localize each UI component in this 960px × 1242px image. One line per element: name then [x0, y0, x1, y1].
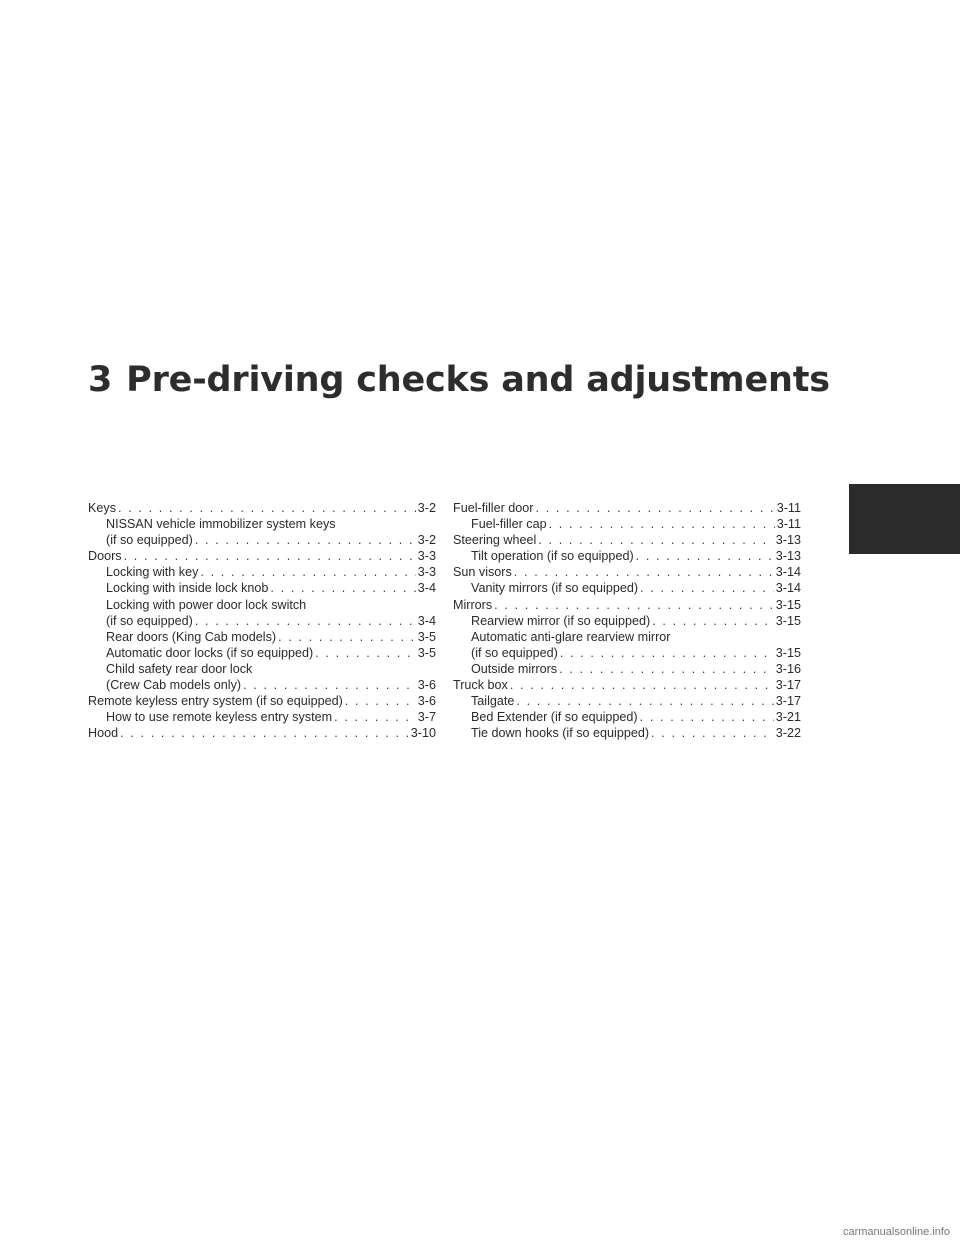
toc-dot-leader [345, 693, 416, 709]
toc-entry-label: Locking with key [106, 565, 199, 580]
toc-dot-leader [278, 629, 416, 645]
toc-entry-page: 3-17 [775, 694, 801, 709]
toc-dot-leader [195, 613, 416, 629]
toc-entry[interactable] [88, 597, 436, 629]
toc-dot-leader [494, 597, 774, 613]
toc-entry[interactable] [453, 725, 801, 741]
toc-dot-leader [549, 516, 775, 532]
toc-dot-leader [652, 613, 774, 629]
toc-dot-leader [270, 580, 415, 596]
toc-entry-page: 3-15 [775, 597, 801, 612]
toc-entry-label: Automatic door locks (if so equipped) [106, 645, 314, 660]
toc-entry[interactable] [453, 500, 801, 516]
toc-dot-leader [560, 645, 774, 661]
toc-dot-leader [640, 709, 774, 725]
toc-entry-label: (if so equipped) [106, 613, 193, 628]
toc-dot-leader [195, 532, 416, 548]
toc-dot-leader [510, 677, 774, 693]
toc-entry[interactable] [88, 693, 436, 709]
toc-entry-label: (Crew Cab models only) [106, 678, 242, 693]
toc-dot-leader [334, 709, 416, 725]
toc-entry-page: 3-3 [417, 549, 436, 564]
toc-entry-page: 3-14 [775, 565, 801, 580]
toc-entry-label: Keys [88, 501, 116, 515]
toc-entry[interactable] [88, 548, 436, 564]
toc-entry-page: 3-14 [775, 581, 801, 596]
toc-entry-page: 3-17 [775, 678, 801, 693]
chapter-title [88, 360, 830, 400]
toc-entry-label: Locking with inside lock knob [106, 581, 269, 596]
toc-entry-label: Rear doors (King Cab models) [106, 629, 277, 644]
toc-entry-label: Fuel-filler cap [471, 517, 547, 532]
toc-entry[interactable] [453, 516, 801, 532]
toc-entry-label: Doors [88, 549, 122, 564]
toc-column-left [88, 500, 436, 741]
toc-entry-page: 3-3 [417, 565, 436, 580]
toc-entry[interactable] [453, 548, 801, 564]
chapter-thumb-tab [849, 484, 960, 554]
toc-entry-label-line: Automatic anti-glare rearview mirror [471, 629, 671, 644]
toc-dot-leader [315, 645, 416, 661]
toc-entry[interactable] [88, 564, 436, 580]
toc-entry[interactable] [88, 629, 436, 645]
toc-entry-label-line: Child safety rear door lock [106, 661, 253, 676]
toc-entry-page: 3-2 [417, 533, 436, 548]
toc-dot-leader [559, 661, 774, 677]
toc-entry-page: 3-13 [775, 549, 801, 564]
toc-entry[interactable] [453, 709, 801, 725]
toc-entry[interactable] [453, 597, 801, 613]
toc-entry-label: Bed Extender (if so equipped) [471, 710, 638, 725]
toc-dot-leader [536, 500, 775, 516]
toc-entry-label: Sun visors [453, 565, 512, 580]
toc-entry-label: Fuel-filler door [453, 501, 534, 515]
toc-entry[interactable] [453, 580, 801, 596]
toc-entry[interactable] [88, 725, 436, 741]
toc-entry-page: 3-6 [417, 694, 436, 709]
toc-entry-label: (if so equipped) [106, 533, 193, 548]
toc-entry-label: Tie down hooks (if so equipped) [471, 726, 650, 741]
toc-entry-label: Truck box [453, 678, 508, 693]
toc-dot-leader [118, 500, 416, 516]
toc-entry-page: 3-13 [775, 533, 801, 548]
toc-entry-page: 3-4 [417, 581, 436, 596]
toc-dot-leader [243, 677, 416, 693]
toc-entry-page: 3-5 [417, 645, 436, 660]
toc-entry[interactable] [453, 677, 801, 693]
toc-entry[interactable] [88, 500, 436, 516]
toc-entry[interactable] [453, 693, 801, 709]
toc-entry-page: 3-7 [417, 710, 436, 725]
toc-dot-leader [516, 693, 773, 709]
chapter-number: 3 [88, 360, 113, 400]
toc-entry[interactable] [88, 709, 436, 725]
toc-entry-label: Steering wheel [453, 533, 537, 548]
toc-entry[interactable] [453, 661, 801, 677]
toc-entry-page: 3-11 [776, 517, 801, 532]
toc-entry-page: 3-15 [775, 645, 801, 660]
toc-entry-label-line: NISSAN vehicle immobilizer system keys [106, 517, 336, 532]
toc-entry-label: Tilt operation (if so equipped) [471, 549, 634, 564]
toc-dot-leader [124, 548, 416, 564]
toc-entry-page: 3-22 [775, 726, 801, 741]
toc-entry-page: 3-21 [775, 710, 801, 725]
toc-entry-page: 3-4 [417, 613, 436, 628]
toc-entry-label: Rearview mirror (if so equipped) [471, 613, 651, 628]
footer-watermark: carmanualsonline.info [842, 1226, 950, 1238]
toc-entry[interactable] [88, 516, 436, 548]
toc-entry[interactable] [88, 661, 436, 693]
toc-entry[interactable] [88, 580, 436, 596]
toc-entry[interactable] [453, 629, 801, 661]
toc-entry[interactable] [453, 613, 801, 629]
toc-dot-leader [636, 548, 774, 564]
toc-entry-label: Tailgate [471, 694, 515, 709]
toc-dot-leader [651, 725, 774, 741]
toc-entry-label: Outside mirrors [471, 661, 558, 676]
toc-entry[interactable] [453, 564, 801, 580]
chapter-title-text: Pre-driving checks and adjustments [126, 360, 830, 400]
toc-entry-page: 3-15 [775, 613, 801, 628]
toc-entry-page: 3-2 [417, 501, 436, 515]
toc-entry-page: 3-11 [776, 501, 801, 515]
toc-entry-label: Remote keyless entry system (if so equipped) [88, 694, 343, 709]
toc-entry-label: Hood [88, 726, 119, 741]
toc-entry-page: 3-10 [410, 726, 436, 741]
toc-column-right [453, 500, 801, 741]
toc-dot-leader [514, 564, 774, 580]
toc-entry-label: Vanity mirrors (if so equipped) [471, 581, 639, 596]
toc-entry-label: How to use remote keyless entry system [106, 710, 333, 725]
toc-entry[interactable] [88, 645, 436, 661]
toc-entry-label: (if so equipped) [471, 645, 558, 660]
toc-dot-leader [640, 580, 774, 596]
toc-entry-page: 3-6 [417, 678, 436, 693]
toc-dot-leader [200, 564, 415, 580]
toc-entry-label: Mirrors [453, 597, 493, 612]
toc-entry[interactable] [453, 532, 801, 548]
toc-dot-leader [120, 725, 409, 741]
toc-entry-page: 3-16 [775, 661, 801, 676]
toc-entry-page: 3-5 [417, 629, 436, 644]
toc-entry-label-line: Locking with power door lock switch [106, 597, 307, 612]
toc-dot-leader [538, 532, 773, 548]
